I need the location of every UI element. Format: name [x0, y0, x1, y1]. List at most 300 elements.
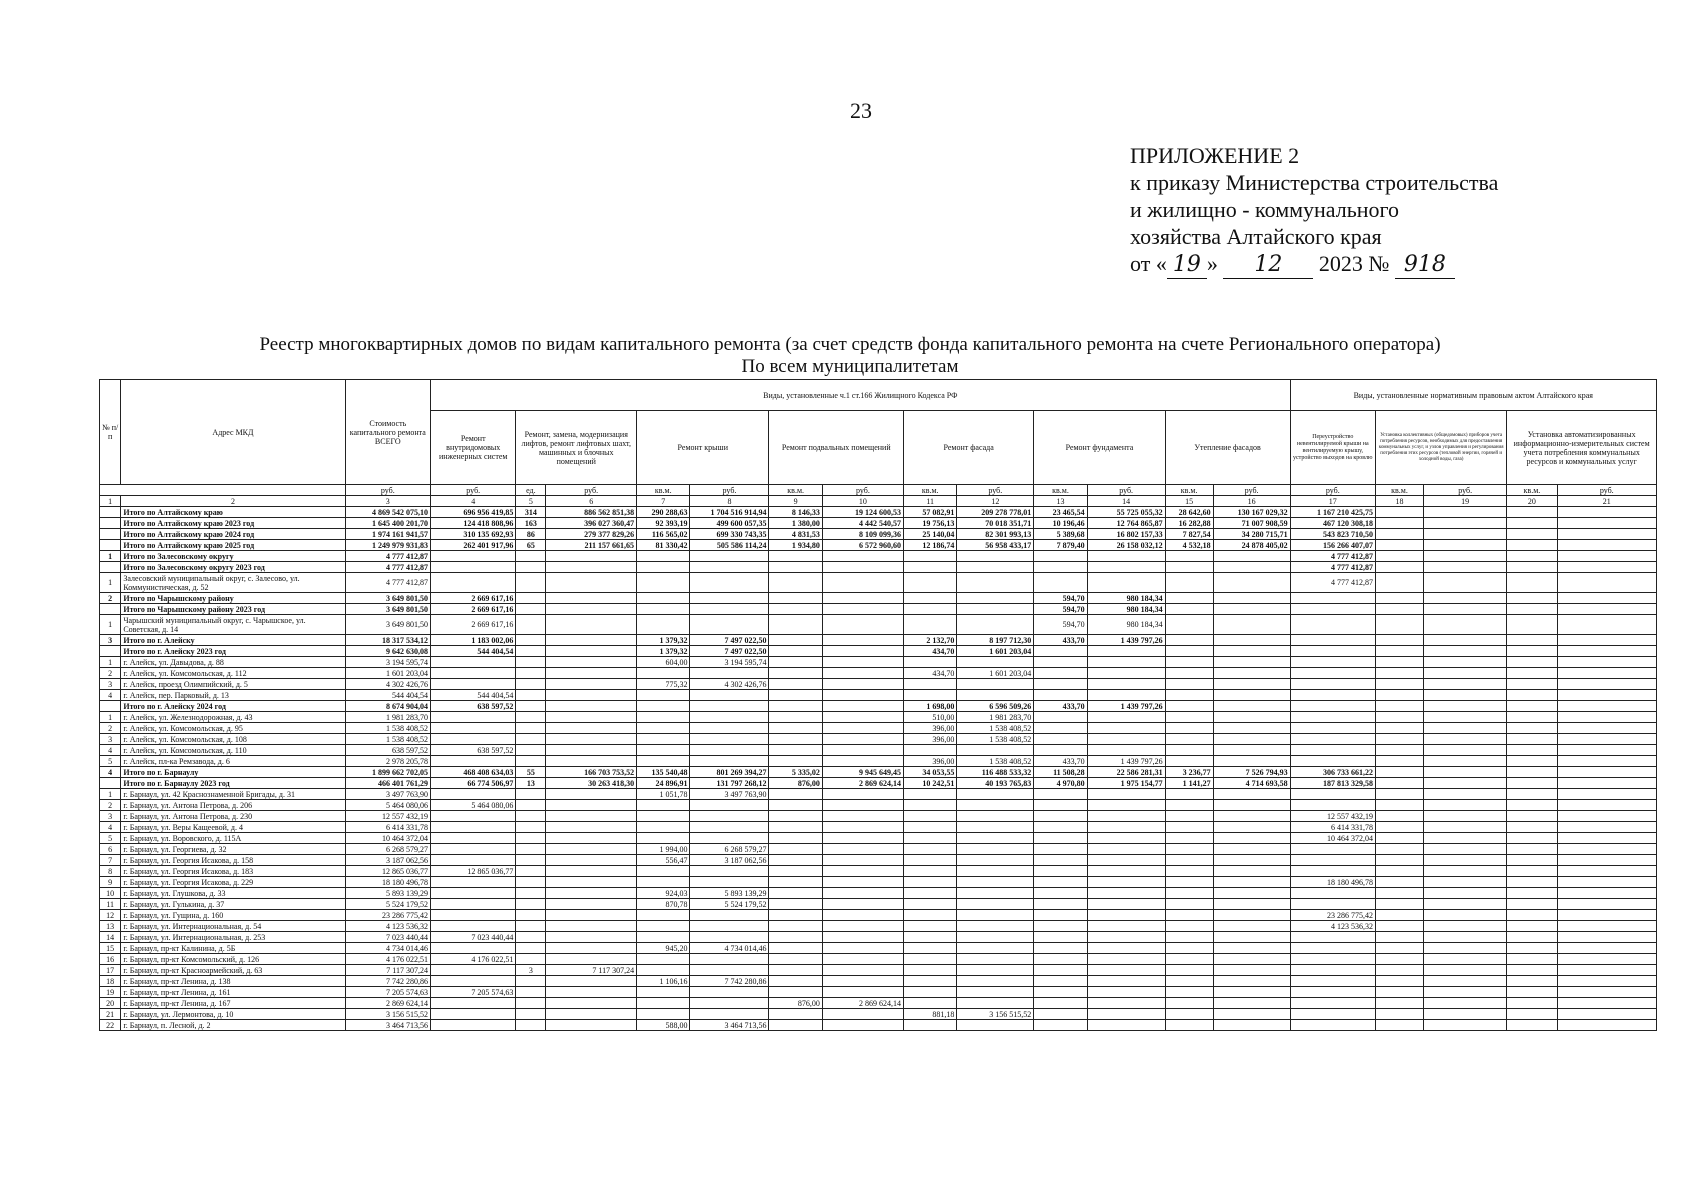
value-cell: 19 124 600,53 — [822, 507, 903, 518]
value-cell — [1424, 657, 1507, 668]
value-cell — [1034, 646, 1087, 657]
value-cell: 7 205 574,63 — [431, 987, 516, 998]
value-cell: 1 994,00 — [637, 844, 690, 855]
row-number-cell: 18 — [100, 976, 121, 987]
value-cell: 5 464 080,06 — [431, 800, 516, 811]
row-number-cell: 5 — [100, 833, 121, 844]
value-cell: 638 597,52 — [431, 745, 516, 756]
value-cell — [1424, 822, 1507, 833]
value-cell — [546, 822, 637, 833]
value-cell — [1213, 811, 1290, 822]
value-cell — [1424, 646, 1507, 657]
value-cell — [957, 679, 1034, 690]
value-cell: 544 404,54 — [431, 646, 516, 657]
value-cell — [904, 954, 957, 965]
address-cell: г. Алейск, ул. Давыдова, д. 88 — [121, 657, 345, 668]
header-group-2: Виды, установленные нормативным правовым актом Алтайского края — [1290, 380, 1656, 411]
value-cell: 3 194 595,74 — [345, 657, 430, 668]
value-cell — [1290, 899, 1375, 910]
value-cell — [769, 756, 822, 767]
address-cell: г. Барнаул, ул. Глушкова, д. 33 — [121, 888, 345, 899]
value-cell — [1290, 800, 1375, 811]
value-cell — [1507, 712, 1557, 723]
value-cell — [1424, 844, 1507, 855]
value-cell: 1 975 154,77 — [1087, 778, 1165, 789]
value-cell — [637, 756, 690, 767]
value-cell — [516, 593, 546, 604]
value-cell — [1087, 866, 1165, 877]
value-cell: 163 — [516, 518, 546, 529]
value-cell: 86 — [516, 529, 546, 540]
value-cell — [1375, 635, 1423, 646]
value-cell — [1165, 723, 1213, 734]
value-cell — [1034, 976, 1087, 987]
value-cell — [1424, 701, 1507, 712]
value-cell — [957, 573, 1034, 593]
value-cell — [769, 1009, 822, 1020]
value-cell — [546, 646, 637, 657]
value-cell — [1213, 822, 1290, 833]
value-cell — [546, 668, 637, 679]
value-cell: 3 497 763,90 — [690, 789, 769, 800]
value-cell — [1213, 679, 1290, 690]
value-cell — [516, 668, 546, 679]
unit-cell: кв.м. — [1375, 485, 1423, 496]
value-cell — [546, 789, 637, 800]
column-number-cell: 3 — [345, 496, 430, 507]
value-cell — [690, 668, 769, 679]
value-cell — [1034, 866, 1087, 877]
address-cell: г. Барнаул, ул. Георгиева, д. 32 — [121, 844, 345, 855]
value-cell — [546, 910, 637, 921]
value-cell — [769, 921, 822, 932]
value-cell — [1424, 668, 1507, 679]
value-cell — [546, 551, 637, 562]
address-cell: г. Барнаул, ул. Гущина, д. 160 — [121, 910, 345, 921]
value-cell — [1507, 899, 1557, 910]
row-number-cell: 1 — [100, 551, 121, 562]
address-cell: г. Барнаул, ул. Антона Петрова, д. 206 — [121, 800, 345, 811]
value-cell — [1375, 778, 1423, 789]
value-cell — [957, 657, 1034, 668]
value-cell — [1165, 745, 1213, 756]
value-cell — [1507, 943, 1557, 954]
value-cell — [1087, 899, 1165, 910]
value-cell — [1165, 1009, 1213, 1020]
unit-cell: руб. — [822, 485, 903, 496]
register-title-line-2: По всем муниципалитетам — [741, 356, 959, 377]
value-cell — [1375, 540, 1423, 551]
value-cell — [904, 822, 957, 833]
value-cell — [1424, 877, 1507, 888]
value-cell — [1165, 899, 1213, 910]
address-cell: Итого по Чарышскому району 2023 год — [121, 604, 345, 615]
row-number-cell: 2 — [100, 800, 121, 811]
value-cell: 945,20 — [637, 943, 690, 954]
value-cell — [1557, 1009, 1657, 1020]
value-cell: 1 899 662 702,05 — [345, 767, 430, 778]
value-cell — [1165, 657, 1213, 668]
value-cell — [1424, 800, 1507, 811]
value-cell — [1424, 910, 1507, 921]
register-title — [200, 334, 1500, 378]
value-cell — [516, 954, 546, 965]
value-cell — [957, 822, 1034, 833]
value-cell: 5 524 179,52 — [345, 899, 430, 910]
value-cell — [546, 833, 637, 844]
value-cell — [546, 899, 637, 910]
value-cell — [1557, 877, 1657, 888]
value-cell — [637, 965, 690, 976]
value-cell — [546, 1009, 637, 1020]
value-cell — [957, 888, 1034, 899]
value-cell — [1165, 855, 1213, 866]
value-cell: 876,00 — [769, 998, 822, 1009]
value-cell — [1087, 833, 1165, 844]
value-cell — [546, 877, 637, 888]
value-cell — [690, 800, 769, 811]
value-cell — [1424, 734, 1507, 745]
value-cell — [546, 734, 637, 745]
value-cell: 12 557 432,19 — [1290, 811, 1375, 822]
value-cell: 510,00 — [904, 712, 957, 723]
unit-cell: кв.м. — [769, 485, 822, 496]
value-cell: 12 865 036,77 — [431, 866, 516, 877]
column-number-cell: 11 — [904, 496, 957, 507]
value-cell — [1034, 712, 1087, 723]
value-cell — [1557, 987, 1657, 998]
value-cell: 7 117 307,24 — [345, 965, 430, 976]
value-cell — [1213, 998, 1290, 1009]
value-cell — [1424, 1020, 1507, 1031]
value-cell — [1507, 767, 1557, 778]
value-cell — [904, 888, 957, 899]
value-cell — [516, 756, 546, 767]
value-cell — [1087, 932, 1165, 943]
value-cell: 4 442 540,57 — [822, 518, 903, 529]
value-cell — [769, 668, 822, 679]
value-cell — [1424, 899, 1507, 910]
column-number-cell: 7 — [637, 496, 690, 507]
header-foundation: Ремонт фундамента — [1034, 411, 1165, 485]
value-cell — [822, 789, 903, 800]
value-cell — [1375, 668, 1423, 679]
value-cell — [1507, 855, 1557, 866]
value-cell — [822, 877, 903, 888]
value-cell: 1 379,32 — [637, 635, 690, 646]
unit-cell: руб. — [431, 485, 516, 496]
unit-cell: кв.м. — [637, 485, 690, 496]
value-cell: 1 379,32 — [637, 646, 690, 657]
value-cell — [1034, 855, 1087, 866]
value-cell: 16 282,88 — [1165, 518, 1213, 529]
value-cell — [690, 593, 769, 604]
value-cell — [957, 899, 1034, 910]
address-cell: г. Алейск, пер. Парковый, д. 13 — [121, 690, 345, 701]
value-cell: 2 978 205,78 — [345, 756, 430, 767]
value-cell — [769, 822, 822, 833]
value-cell — [690, 615, 769, 635]
value-cell — [822, 855, 903, 866]
value-cell — [1375, 604, 1423, 615]
value-cell: 433,70 — [1034, 635, 1087, 646]
value-cell — [769, 679, 822, 690]
value-cell — [904, 899, 957, 910]
value-cell — [516, 910, 546, 921]
value-cell: 8 674 904,04 — [345, 701, 430, 712]
value-cell — [769, 943, 822, 954]
value-cell — [904, 657, 957, 668]
value-cell — [1507, 844, 1557, 855]
value-cell — [1213, 734, 1290, 745]
value-cell — [546, 657, 637, 668]
value-cell — [516, 604, 546, 615]
value-cell — [1424, 789, 1507, 800]
value-cell: 10 464 372,04 — [1290, 833, 1375, 844]
value-cell — [1375, 888, 1423, 899]
header-roof: Ремонт крыши — [637, 411, 769, 485]
value-cell — [1290, 593, 1375, 604]
value-cell — [1507, 1020, 1557, 1031]
value-cell: 588,00 — [637, 1020, 690, 1031]
value-cell: 1 538 408,52 — [957, 756, 1034, 767]
value-cell — [1375, 800, 1423, 811]
value-cell — [904, 593, 957, 604]
unit-cell: руб. — [1213, 485, 1290, 496]
value-cell: 1 538 408,52 — [957, 734, 1034, 745]
value-cell: 870,78 — [637, 899, 690, 910]
value-cell — [1424, 529, 1507, 540]
value-cell — [957, 877, 1034, 888]
row-number-cell: 19 — [100, 987, 121, 998]
value-cell — [769, 855, 822, 866]
value-cell — [690, 604, 769, 615]
value-cell — [1424, 954, 1507, 965]
value-cell — [546, 745, 637, 756]
value-cell — [516, 932, 546, 943]
value-cell — [1034, 844, 1087, 855]
row-number-cell: 2 — [100, 723, 121, 734]
column-number-cell: 12 — [957, 496, 1034, 507]
value-cell — [1557, 668, 1657, 679]
column-number-cell: 8 — [690, 496, 769, 507]
row-number-cell: 3 — [100, 679, 121, 690]
value-cell — [431, 562, 516, 573]
column-number-cell: 2 — [121, 496, 345, 507]
row-number-cell: 6 — [100, 844, 121, 855]
address-cell: Итого по Залесовскому округу — [121, 551, 345, 562]
value-cell: 2 669 617,16 — [431, 593, 516, 604]
address-cell: г. Алейск, проезд Олимпийский, д. 5 — [121, 679, 345, 690]
value-cell — [1557, 778, 1657, 789]
value-cell — [637, 910, 690, 921]
value-cell: 3 187 062,56 — [690, 855, 769, 866]
value-cell — [769, 551, 822, 562]
value-cell — [1375, 615, 1423, 635]
value-cell — [1087, 855, 1165, 866]
value-cell — [690, 562, 769, 573]
value-cell — [957, 998, 1034, 1009]
value-cell — [769, 646, 822, 657]
value-cell — [1213, 690, 1290, 701]
header-roof-conversion: Переустройство невентилируемой крыши на вентилируемую крышу, устройство выходов на кровлю — [1290, 411, 1375, 485]
value-cell: 2 869 624,14 — [345, 998, 430, 1009]
date-day: 19 — [1167, 251, 1207, 279]
unit-cell: руб. — [1424, 485, 1507, 496]
value-cell: 4 777 412,87 — [345, 573, 430, 593]
value-cell: 801 269 394,27 — [690, 767, 769, 778]
value-cell — [1507, 507, 1557, 518]
annex-block — [1130, 142, 1650, 279]
value-cell: 26 158 032,12 — [1087, 540, 1165, 551]
value-cell — [1165, 976, 1213, 987]
value-cell: 16 802 157,33 — [1087, 529, 1165, 540]
value-cell — [1375, 1009, 1423, 1020]
address-cell: г. Барнаул, ул. 42 Краснознаменной Бригады, д. 31 — [121, 789, 345, 800]
value-cell — [769, 844, 822, 855]
column-number-cell: 9 — [769, 496, 822, 507]
value-cell — [1507, 635, 1557, 646]
address-cell: г. Барнаул, ул. Интернациональная, д. 54 — [121, 921, 345, 932]
value-cell: 396 027 360,47 — [546, 518, 637, 529]
value-cell — [1424, 551, 1507, 562]
value-cell — [1165, 734, 1213, 745]
value-cell: 6 414 331,78 — [345, 822, 430, 833]
table-row — [100, 756, 1657, 767]
total-row — [100, 593, 1657, 604]
value-cell — [1557, 615, 1657, 635]
address-cell: г. Алейск, ул. Комсомольская, д. 108 — [121, 734, 345, 745]
value-cell — [637, 723, 690, 734]
value-cell: 5 893 139,29 — [345, 888, 430, 899]
value-cell: 3 649 801,50 — [345, 615, 430, 635]
value-cell — [690, 573, 769, 593]
date-year: 2023 № — [1318, 251, 1390, 276]
value-cell: 3 236,77 — [1165, 767, 1213, 778]
value-cell: 70 018 351,71 — [957, 518, 1034, 529]
value-cell — [769, 987, 822, 998]
address-cell: г. Барнаул, ул. Лермонтова, д. 10 — [121, 1009, 345, 1020]
value-cell — [637, 833, 690, 844]
value-cell — [1290, 745, 1375, 756]
value-cell: 4 176 022,51 — [431, 954, 516, 965]
value-cell — [957, 976, 1034, 987]
value-cell: 290 288,63 — [637, 507, 690, 518]
value-cell — [1165, 679, 1213, 690]
value-cell — [822, 888, 903, 899]
date-month: 12 — [1223, 251, 1313, 279]
value-cell — [1034, 943, 1087, 954]
value-cell — [1375, 745, 1423, 756]
value-cell — [431, 888, 516, 899]
value-cell — [1424, 562, 1507, 573]
value-cell: 4 831,53 — [769, 529, 822, 540]
value-cell: 81 330,42 — [637, 540, 690, 551]
value-cell — [1087, 1020, 1165, 1031]
value-cell — [1375, 899, 1423, 910]
value-cell — [637, 690, 690, 701]
value-cell — [1034, 921, 1087, 932]
column-number-cell: 6 — [546, 496, 637, 507]
value-cell — [1087, 877, 1165, 888]
row-number-cell: 1 — [100, 657, 121, 668]
value-cell — [957, 690, 1034, 701]
value-cell — [1165, 800, 1213, 811]
value-cell — [1424, 507, 1507, 518]
value-cell: 4 777 412,87 — [345, 551, 430, 562]
value-cell: 2 869 624,14 — [822, 998, 903, 1009]
value-cell — [1507, 811, 1557, 822]
unit-cell: руб. — [957, 485, 1034, 496]
value-cell — [1424, 921, 1507, 932]
value-cell — [516, 679, 546, 690]
value-cell — [904, 976, 957, 987]
value-cell — [546, 690, 637, 701]
value-cell — [516, 943, 546, 954]
total-row — [100, 562, 1657, 573]
table-header — [100, 380, 1657, 507]
value-cell: 696 956 419,85 — [431, 507, 516, 518]
value-cell — [1424, 866, 1507, 877]
address-cell: Итого по Алтайскому краю 2025 год — [121, 540, 345, 551]
row-number-cell: 22 — [100, 1020, 121, 1031]
value-cell — [1213, 800, 1290, 811]
value-cell — [516, 712, 546, 723]
value-cell — [637, 701, 690, 712]
value-cell — [1557, 540, 1657, 551]
value-cell: 209 278 778,01 — [957, 507, 1034, 518]
column-number-cell: 21 — [1557, 496, 1657, 507]
value-cell — [690, 866, 769, 877]
value-cell — [1034, 551, 1087, 562]
value-cell — [1557, 593, 1657, 604]
annex-line-4: хозяйства Алтайского края — [1130, 224, 1382, 249]
value-cell — [546, 679, 637, 690]
value-cell — [1507, 540, 1557, 551]
value-cell — [1290, 756, 1375, 767]
value-cell — [1213, 976, 1290, 987]
value-cell — [1424, 888, 1507, 899]
value-cell: 544 404,54 — [431, 690, 516, 701]
value-cell — [1375, 756, 1423, 767]
value-cell — [1290, 604, 1375, 615]
value-cell: 9 642 630,08 — [345, 646, 430, 657]
row-number-cell: 3 — [100, 734, 121, 745]
value-cell: 34 280 715,71 — [1213, 529, 1290, 540]
value-cell: 3 — [516, 965, 546, 976]
row-number-cell: 2 — [100, 668, 121, 679]
value-cell — [1213, 789, 1290, 800]
value-cell — [1165, 844, 1213, 855]
value-cell — [431, 877, 516, 888]
value-cell — [1375, 932, 1423, 943]
value-cell: 1 141,27 — [1165, 778, 1213, 789]
address-cell: Итого по Алтайскому краю 2024 год — [121, 529, 345, 540]
value-cell: 24 878 405,02 — [1213, 540, 1290, 551]
value-cell — [1507, 987, 1557, 998]
value-cell: 1 167 210 425,75 — [1290, 507, 1375, 518]
value-cell — [1507, 657, 1557, 668]
value-cell — [904, 690, 957, 701]
value-cell — [1507, 518, 1557, 529]
value-cell — [1087, 690, 1165, 701]
row-number-cell: 11 — [100, 899, 121, 910]
value-cell — [1034, 745, 1087, 756]
value-cell: 11 508,28 — [1034, 767, 1087, 778]
table-row — [100, 899, 1657, 910]
value-cell: 604,00 — [637, 657, 690, 668]
value-cell — [1507, 888, 1557, 899]
